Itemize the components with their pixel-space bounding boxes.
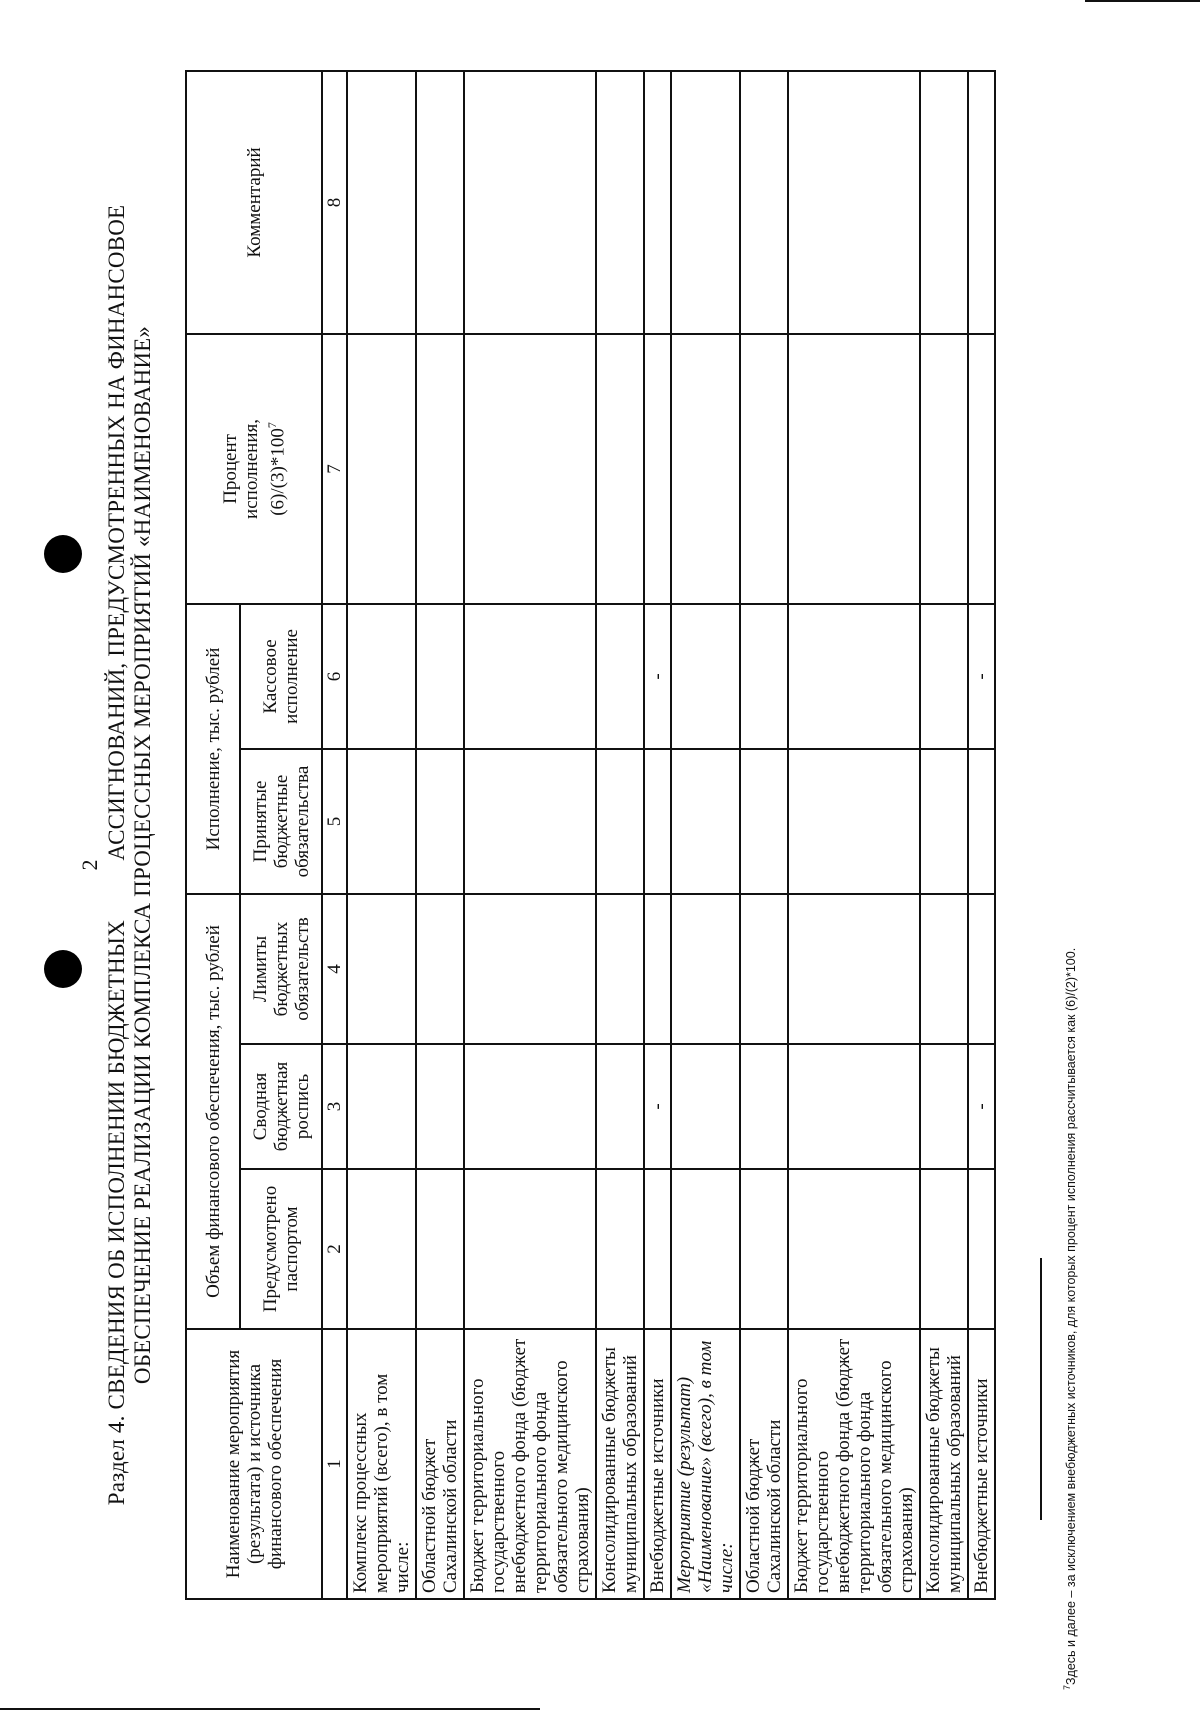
table-row xyxy=(464,71,596,1599)
value-cell xyxy=(464,1169,596,1329)
column-number: 5 xyxy=(322,749,347,894)
value-cell xyxy=(920,604,968,749)
landscape-page xyxy=(100,70,1150,1600)
row-name-cell: Комплекс процессных мероприятий (всего), в том числе: xyxy=(347,1329,416,1599)
value-cell xyxy=(968,749,995,894)
value-cell xyxy=(416,71,464,334)
footnote-ref: 7 xyxy=(264,422,279,429)
column-number: 4 xyxy=(322,894,347,1044)
value-cell xyxy=(596,894,644,1044)
row-name-cell: Внебюджетные источники xyxy=(968,1329,995,1599)
row-name-cell: Консолидированные бюджеты муниципальных образований xyxy=(920,1329,968,1599)
column-number-row xyxy=(322,71,347,1599)
value-cell xyxy=(416,1169,464,1329)
row-name-cell: Внебюджетные источники xyxy=(644,1329,671,1599)
value-cell xyxy=(596,334,644,604)
value-cell xyxy=(671,1044,740,1169)
header-accepted: Принятые бюджетные обязательства xyxy=(240,749,322,894)
table-row xyxy=(968,71,995,1599)
value-cell xyxy=(920,1044,968,1169)
value-cell xyxy=(788,334,920,604)
value-cell xyxy=(788,749,920,894)
table-row xyxy=(416,71,464,1599)
value-cell xyxy=(920,71,968,334)
row-name-cell: Областной бюджет Сахалинской области xyxy=(416,1329,464,1599)
header-percent-line1: Процент xyxy=(219,434,241,504)
value-cell xyxy=(740,749,788,894)
value-cell xyxy=(920,1169,968,1329)
value-cell xyxy=(416,334,464,604)
column-number: 8 xyxy=(322,71,347,334)
header-execution-group: Исполнение, тыс. рублей xyxy=(186,604,240,894)
table-row xyxy=(347,71,416,1599)
column-number: 3 xyxy=(322,1044,347,1169)
value-cell xyxy=(788,604,920,749)
value-cell xyxy=(347,71,416,334)
value-cell xyxy=(920,894,968,1044)
value-cell xyxy=(740,1169,788,1329)
value-cell xyxy=(464,894,596,1044)
value-cell xyxy=(671,71,740,334)
table-body xyxy=(347,71,995,1599)
scan-edge-top xyxy=(1085,0,1200,2)
header-budget-list: Сводная бюджетная роспись xyxy=(240,1044,322,1169)
value-cell xyxy=(968,894,995,1044)
value-cell xyxy=(644,1169,671,1329)
value-cell xyxy=(644,749,671,894)
value-cell xyxy=(740,71,788,334)
value-cell xyxy=(671,1169,740,1329)
footnote-text: Здесь и далее – за исключением внебюджетных источников, для которых процент исполнения рассчитывается как (6)/(2)*100. xyxy=(1064,947,1079,1685)
scan-edge-bottom xyxy=(0,1708,540,1710)
value-cell: - xyxy=(644,1044,671,1169)
value-cell xyxy=(464,749,596,894)
value-cell: - xyxy=(968,1044,995,1169)
value-cell xyxy=(416,604,464,749)
header-percent xyxy=(186,334,322,604)
table-row xyxy=(671,71,740,1599)
table-row xyxy=(788,71,920,1599)
value-cell xyxy=(740,894,788,1044)
value-cell xyxy=(968,71,995,334)
footnote-marker: 7 xyxy=(1062,1684,1072,1690)
value-cell xyxy=(920,749,968,894)
value-cell xyxy=(788,1044,920,1169)
value-cell xyxy=(671,604,740,749)
header-percent-formula: (6)/(3)*100 xyxy=(267,428,289,516)
header-percent-line2: исполнения, xyxy=(240,419,262,519)
footnote-separator xyxy=(1040,1258,1042,1520)
value-cell: - xyxy=(968,604,995,749)
value-cell xyxy=(347,894,416,1044)
header-cash: Кассовое исполнение xyxy=(240,604,322,749)
value-cell xyxy=(740,604,788,749)
value-cell xyxy=(788,894,920,1044)
value-cell xyxy=(416,1044,464,1169)
row-name-cell: Консолидированные бюджеты муниципальных образований xyxy=(596,1329,644,1599)
header-passport: Предусмотрено паспортом xyxy=(240,1169,322,1329)
header-row-1 xyxy=(186,71,240,1599)
value-cell xyxy=(596,1169,644,1329)
section-title-line1: Раздел 4. СВЕДЕНИЯ ОБ ИСПОЛНЕНИИ БЮДЖЕТНЫХ АССИГНОВАНИЙ, ПРЕДУСМОТРЕННЫХ НА ФИНАНСОВОЕ xyxy=(104,204,129,1506)
value-cell xyxy=(416,894,464,1044)
header-name: Наименование мероприятия (результата) и источника финансового обеспечения xyxy=(186,1329,322,1599)
row-name-cell: Бюджет территориального государственного внебюджетного фонда (бюджет территориального фонда обязательного медицинского страхования) xyxy=(788,1329,920,1599)
value-cell xyxy=(644,71,671,334)
value-cell xyxy=(347,749,416,894)
value-cell xyxy=(968,334,995,604)
table-row xyxy=(740,71,788,1599)
page-number: 2 xyxy=(77,859,102,871)
value-cell xyxy=(788,1169,920,1329)
row-name-cell: Областной бюджет Сахалинской области xyxy=(740,1329,788,1599)
section-title xyxy=(104,140,156,1570)
section-title-line2: ОБЕСПЕЧЕНИЕ РЕАЛИЗАЦИИ КОМПЛЕКСА ПРОЦЕССНЫХ МЕРОПРИЯТИЙ «НАИМЕНОВАНИЕ» xyxy=(130,325,155,1385)
value-cell xyxy=(968,1169,995,1329)
punch-hole-bottom xyxy=(44,950,82,988)
value-cell xyxy=(596,604,644,749)
value-cell xyxy=(920,334,968,604)
value-cell xyxy=(671,334,740,604)
value-cell xyxy=(464,71,596,334)
row-name-cell: Мероприятие (результат) «Наименование» (всего), в том числе: xyxy=(671,1329,740,1599)
value-cell xyxy=(416,749,464,894)
header-limits: Лимиты бюджетных обязательств xyxy=(240,894,322,1044)
table-row xyxy=(920,71,968,1599)
execution-table xyxy=(185,70,996,1600)
punch-hole-top xyxy=(44,535,82,573)
value-cell xyxy=(740,334,788,604)
row-name-cell: Бюджет территориального государственного внебюджетного фонда (бюджет территориального фонда обязательного медицинского страхования) xyxy=(464,1329,596,1599)
column-number: 2 xyxy=(322,1169,347,1329)
value-cell xyxy=(347,604,416,749)
column-number: 6 xyxy=(322,604,347,749)
value-cell xyxy=(644,334,671,604)
value-cell xyxy=(464,1044,596,1169)
value-cell xyxy=(788,71,920,334)
value-cell xyxy=(596,749,644,894)
value-cell xyxy=(740,1044,788,1169)
value-cell xyxy=(347,1169,416,1329)
value-cell xyxy=(671,749,740,894)
value-cell xyxy=(347,334,416,604)
table-row xyxy=(644,71,671,1599)
value-cell xyxy=(596,71,644,334)
value-cell xyxy=(464,334,596,604)
value-cell xyxy=(644,894,671,1044)
header-volume-group: Объем финансового обеспечения, тыс. рублей xyxy=(186,894,240,1329)
footnote xyxy=(1062,910,1080,1690)
value-cell xyxy=(671,894,740,1044)
column-number: 1 xyxy=(322,1329,347,1599)
value-cell xyxy=(596,1044,644,1169)
table-row xyxy=(596,71,644,1599)
value-cell: - xyxy=(644,604,671,749)
value-cell xyxy=(347,1044,416,1169)
column-number: 7 xyxy=(322,334,347,604)
value-cell xyxy=(464,604,596,749)
header-comment: Комментарий xyxy=(186,71,322,334)
